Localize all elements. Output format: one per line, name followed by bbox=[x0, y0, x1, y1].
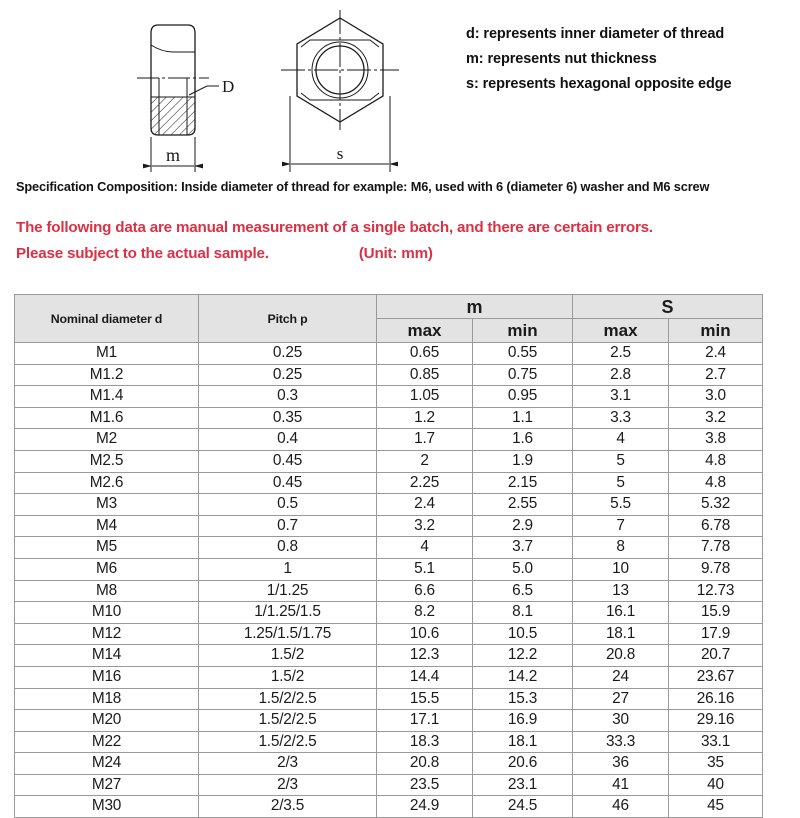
warning-line-2-row bbox=[16, 241, 786, 267]
cell-s-min: 15.9 bbox=[669, 602, 763, 624]
cell-s-max: 27 bbox=[573, 688, 669, 710]
header-s-min: min bbox=[669, 319, 763, 343]
header-row-1 bbox=[15, 295, 763, 319]
cell-pitch: 0.4 bbox=[199, 429, 377, 451]
table-row bbox=[15, 602, 763, 624]
cell-s-max: 30 bbox=[573, 710, 669, 732]
cell-nominal: M30 bbox=[15, 796, 199, 818]
cell-s-max: 10 bbox=[573, 558, 669, 580]
cell-s-min: 3.8 bbox=[669, 429, 763, 451]
table-row bbox=[15, 645, 763, 667]
cell-s-min: 2.7 bbox=[669, 364, 763, 386]
cell-m-max: 2.25 bbox=[377, 472, 473, 494]
cell-s-max: 46 bbox=[573, 796, 669, 818]
cell-m-max: 5.1 bbox=[377, 558, 473, 580]
cell-s-min: 45 bbox=[669, 796, 763, 818]
d-leader bbox=[189, 86, 219, 95]
cell-m-min: 1.1 bbox=[473, 407, 573, 429]
cell-s-min: 3.2 bbox=[669, 407, 763, 429]
cell-s-min: 17.9 bbox=[669, 623, 763, 645]
cell-pitch: 1.5/2 bbox=[199, 666, 377, 688]
cell-pitch: 1.5/2/2.5 bbox=[199, 731, 377, 753]
cell-s-max: 33.3 bbox=[573, 731, 669, 753]
cell-s-min: 6.78 bbox=[669, 515, 763, 537]
cell-nominal: M22 bbox=[15, 731, 199, 753]
cell-nominal: M2.6 bbox=[15, 472, 199, 494]
cell-pitch: 1.25/1.5/1.75 bbox=[199, 623, 377, 645]
header-pitch: Pitch p bbox=[199, 295, 377, 343]
cell-nominal: M8 bbox=[15, 580, 199, 602]
cell-pitch: 0.45 bbox=[199, 472, 377, 494]
cell-nominal: M5 bbox=[15, 537, 199, 559]
cell-pitch: 2/3.5 bbox=[199, 796, 377, 818]
cell-pitch: 1.5/2/2.5 bbox=[199, 688, 377, 710]
cell-pitch: 0.35 bbox=[199, 407, 377, 429]
table-row bbox=[15, 343, 763, 365]
cell-nominal: M20 bbox=[15, 710, 199, 732]
cell-m-max: 4 bbox=[377, 537, 473, 559]
header-s-max: max bbox=[573, 319, 669, 343]
cell-nominal: M10 bbox=[15, 602, 199, 624]
table-row bbox=[15, 472, 763, 494]
cell-pitch: 1.5/2 bbox=[199, 645, 377, 667]
cell-nominal: M14 bbox=[15, 645, 199, 667]
nut-front-view bbox=[281, 10, 399, 130]
cell-m-min: 24.5 bbox=[473, 796, 573, 818]
header-group-m: m bbox=[377, 295, 573, 319]
cell-m-max: 6.6 bbox=[377, 580, 473, 602]
table-row bbox=[15, 386, 763, 408]
cell-pitch: 1 bbox=[199, 558, 377, 580]
cell-m-max: 0.65 bbox=[377, 343, 473, 365]
cell-s-min: 4.8 bbox=[669, 450, 763, 472]
cell-m-max: 20.8 bbox=[377, 753, 473, 775]
cell-s-min: 40 bbox=[669, 774, 763, 796]
cell-m-max: 15.5 bbox=[377, 688, 473, 710]
legend-line-d: d: represents inner diameter of thread bbox=[466, 26, 725, 42]
cell-pitch: 1.5/2/2.5 bbox=[199, 710, 377, 732]
cell-s-max: 41 bbox=[573, 774, 669, 796]
cell-pitch: 0.25 bbox=[199, 343, 377, 365]
cell-s-min: 35 bbox=[669, 753, 763, 775]
table-row bbox=[15, 688, 763, 710]
table-row bbox=[15, 796, 763, 818]
nut-side-view bbox=[137, 25, 209, 135]
cell-s-max: 8 bbox=[573, 537, 669, 559]
cell-s-max: 4 bbox=[573, 429, 669, 451]
table-row bbox=[15, 537, 763, 559]
cell-pitch: 2/3 bbox=[199, 774, 377, 796]
cell-s-min: 33.1 bbox=[669, 731, 763, 753]
cell-s-max: 5 bbox=[573, 472, 669, 494]
cell-m-max: 10.6 bbox=[377, 623, 473, 645]
cell-s-max: 7 bbox=[573, 515, 669, 537]
header-group-s: S bbox=[573, 295, 763, 319]
cell-m-min: 0.55 bbox=[473, 343, 573, 365]
cell-nominal: M12 bbox=[15, 623, 199, 645]
cell-pitch: 2/3 bbox=[199, 753, 377, 775]
table-row bbox=[15, 666, 763, 688]
cell-s-max: 20.8 bbox=[573, 645, 669, 667]
cell-s-max: 3.3 bbox=[573, 407, 669, 429]
cell-s-min: 29.16 bbox=[669, 710, 763, 732]
cell-nominal: M1.2 bbox=[15, 364, 199, 386]
cell-s-max: 18.1 bbox=[573, 623, 669, 645]
header-m-max: max bbox=[377, 319, 473, 343]
cell-nominal: M18 bbox=[15, 688, 199, 710]
cell-nominal: M2.5 bbox=[15, 450, 199, 472]
cell-m-min: 2.55 bbox=[473, 494, 573, 516]
chamfer-arc-top bbox=[151, 45, 195, 52]
legend-line-m: m: represents nut thickness bbox=[466, 51, 657, 67]
table-row bbox=[15, 753, 763, 775]
cell-pitch: 0.45 bbox=[199, 450, 377, 472]
cell-m-max: 1.05 bbox=[377, 386, 473, 408]
cell-nominal: M6 bbox=[15, 558, 199, 580]
cell-s-max: 24 bbox=[573, 666, 669, 688]
cell-s-min: 7.78 bbox=[669, 537, 763, 559]
cell-m-min: 1.6 bbox=[473, 429, 573, 451]
cell-nominal: M1.6 bbox=[15, 407, 199, 429]
table-row bbox=[15, 429, 763, 451]
d-label: D bbox=[222, 77, 235, 96]
cell-m-min: 3.7 bbox=[473, 537, 573, 559]
cell-s-max: 5 bbox=[573, 450, 669, 472]
measurement-warning bbox=[16, 215, 786, 266]
cell-m-max: 18.3 bbox=[377, 731, 473, 753]
cell-m-max: 1.7 bbox=[377, 429, 473, 451]
cell-nominal: M16 bbox=[15, 666, 199, 688]
legend-line-s: s: represents hexagonal opposite edge bbox=[466, 76, 732, 92]
cell-s-max: 2.5 bbox=[573, 343, 669, 365]
technical-drawings bbox=[0, 0, 460, 178]
cell-s-min: 20.7 bbox=[669, 645, 763, 667]
cell-m-min: 8.1 bbox=[473, 602, 573, 624]
cell-m-min: 0.75 bbox=[473, 364, 573, 386]
table-row bbox=[15, 558, 763, 580]
cell-s-max: 36 bbox=[573, 753, 669, 775]
cell-s-max: 3.1 bbox=[573, 386, 669, 408]
table-row bbox=[15, 774, 763, 796]
cell-m-min: 5.0 bbox=[473, 558, 573, 580]
warning-line-1: The following data are manual measurement of a single batch, and there are certain errors. bbox=[16, 219, 653, 236]
table-row bbox=[15, 494, 763, 516]
cell-m-max: 14.4 bbox=[377, 666, 473, 688]
cell-nominal: M24 bbox=[15, 753, 199, 775]
cell-s-min: 5.32 bbox=[669, 494, 763, 516]
cell-m-min: 18.1 bbox=[473, 731, 573, 753]
cell-nominal: M4 bbox=[15, 515, 199, 537]
specification-table bbox=[14, 294, 763, 818]
header-m-min: min bbox=[473, 319, 573, 343]
cell-s-min: 26.16 bbox=[669, 688, 763, 710]
cell-s-min: 4.8 bbox=[669, 472, 763, 494]
cell-nominal: M27 bbox=[15, 774, 199, 796]
cell-m-min: 12.2 bbox=[473, 645, 573, 667]
cell-m-min: 6.5 bbox=[473, 580, 573, 602]
cell-m-min: 14.2 bbox=[473, 666, 573, 688]
symbol-legend bbox=[466, 22, 796, 97]
unit-label: (Unit: mm) bbox=[358, 244, 433, 262]
cell-m-max: 3.2 bbox=[377, 515, 473, 537]
cell-m-min: 16.9 bbox=[473, 710, 573, 732]
cell-pitch: 1/1.25 bbox=[199, 580, 377, 602]
nut-drawing-svg bbox=[0, 0, 460, 178]
cell-pitch: 0.25 bbox=[199, 364, 377, 386]
table-row bbox=[15, 731, 763, 753]
table-body bbox=[15, 343, 763, 818]
cell-s-min: 23.67 bbox=[669, 666, 763, 688]
table-row bbox=[15, 407, 763, 429]
table-row bbox=[15, 515, 763, 537]
cell-m-min: 1.9 bbox=[473, 450, 573, 472]
cell-m-max: 12.3 bbox=[377, 645, 473, 667]
cell-nominal: M1 bbox=[15, 343, 199, 365]
table-row bbox=[15, 450, 763, 472]
cell-s-max: 2.8 bbox=[573, 364, 669, 386]
cell-s-min: 9.78 bbox=[669, 558, 763, 580]
table-head bbox=[15, 295, 763, 343]
cell-m-min: 2.9 bbox=[473, 515, 573, 537]
cell-pitch: 1/1.25/1.5 bbox=[199, 602, 377, 624]
cell-s-min: 12.73 bbox=[669, 580, 763, 602]
cell-pitch: 0.3 bbox=[199, 386, 377, 408]
cell-s-max: 16.1 bbox=[573, 602, 669, 624]
cell-pitch: 0.7 bbox=[199, 515, 377, 537]
cell-m-max: 8.2 bbox=[377, 602, 473, 624]
cell-m-max: 2.4 bbox=[377, 494, 473, 516]
table-row bbox=[15, 710, 763, 732]
s-label: s bbox=[336, 144, 344, 163]
cell-nominal: M1.4 bbox=[15, 386, 199, 408]
cell-m-max: 1.2 bbox=[377, 407, 473, 429]
cell-s-max: 5.5 bbox=[573, 494, 669, 516]
table-row bbox=[15, 623, 763, 645]
cell-s-max: 13 bbox=[573, 580, 669, 602]
cell-m-min: 20.6 bbox=[473, 753, 573, 775]
warning-line-2: Please subject to the actual sample. bbox=[16, 244, 269, 262]
cell-m-max: 17.1 bbox=[377, 710, 473, 732]
cell-m-min: 15.3 bbox=[473, 688, 573, 710]
cell-m-max: 24.9 bbox=[377, 796, 473, 818]
table-row bbox=[15, 580, 763, 602]
section-hatch bbox=[151, 97, 195, 135]
cell-m-max: 2 bbox=[377, 450, 473, 472]
cell-m-min: 10.5 bbox=[473, 623, 573, 645]
cell-pitch: 0.5 bbox=[199, 494, 377, 516]
cell-m-max: 23.5 bbox=[377, 774, 473, 796]
m-label: m bbox=[165, 145, 181, 165]
cell-nominal: M3 bbox=[15, 494, 199, 516]
cell-nominal: M2 bbox=[15, 429, 199, 451]
header-nominal-diameter: Nominal diameter d bbox=[15, 295, 199, 343]
cell-pitch: 0.8 bbox=[199, 537, 377, 559]
table-row bbox=[15, 364, 763, 386]
cell-m-min: 0.95 bbox=[473, 386, 573, 408]
cell-m-max: 0.85 bbox=[377, 364, 473, 386]
cell-s-min: 3.0 bbox=[669, 386, 763, 408]
cell-m-min: 2.15 bbox=[473, 472, 573, 494]
specification-composition-note: Specification Composition: Inside diameter of thread for example: M6, used with 6 (diameter 6) washer and M6 screw bbox=[16, 179, 710, 194]
specification-table-container bbox=[14, 294, 762, 818]
cell-s-min: 2.4 bbox=[669, 343, 763, 365]
cell-m-min: 23.1 bbox=[473, 774, 573, 796]
